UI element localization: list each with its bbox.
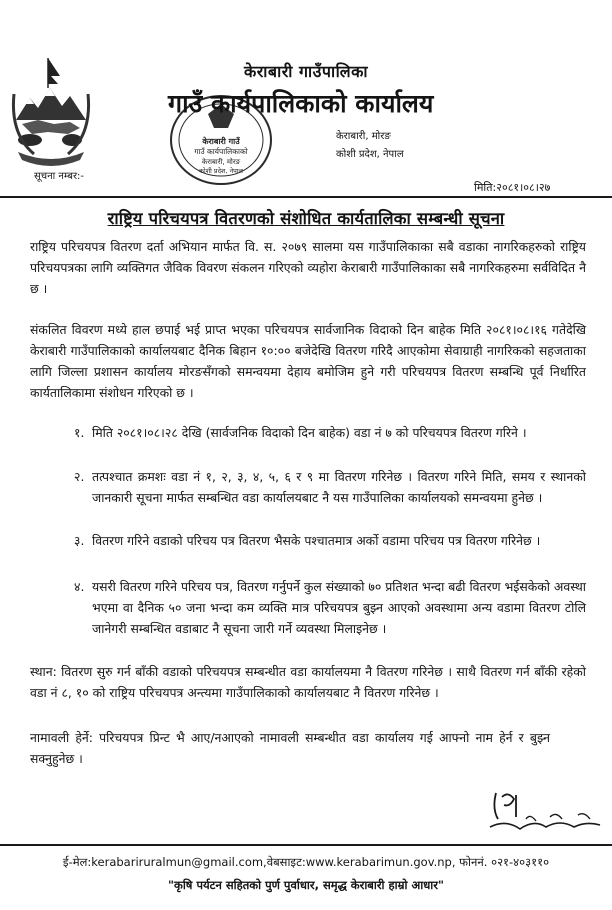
svg-text:केराबारी, मोरङ: केराबारी, मोरङ <box>201 158 241 166</box>
svg-text:कोशी प्रदेश, नेपाल: कोशी प्रदेश, नेपाल <box>199 167 243 175</box>
list-item-text: यसरी वितरण गरिने परिचय पत्र, वितरण गर्नुपर्ने कुल संख्याको ७० प्रतिशत भन्दा बढी वितरण भईसकेको अवस्था भएमा वा दैनिक ५० जना भन्दा कम व्यक्ति मात्र परिचयपत्र बुझ्न आएको अवस्थामा अन्य वडामा वितरण टोलि जानेगरी सम्बन्धित वडाबाट नै सूचना जारी गर्ने व्यवस्था मिलाइनेछ । <box>92 579 586 636</box>
distribution-location-paragraph: स्थान: वितरण सुरु गर्न बाँकी वडाको परिचयपत्र सम्बन्धीत वडा कार्यालयमा नै वितरण गरिनेछ । साथै वितरण गर्न बाँकी रहेको वडा नं ८, १० को राष्ट्रिय परिचयपत्र अन्त्यमा गाउँपालिकाको कार्यालयबाट नै वितरण गरिनेछ । <box>30 664 586 700</box>
list-item <box>74 530 586 551</box>
list-item <box>74 466 586 508</box>
list-item-text: मिति २०८१।०८।२८ देखि (सार्वजनिक विदाको दिन बाहेक) वडा नं ७ को परिचयपत्र वितरण गरिने । <box>92 425 527 440</box>
list-item-number: १. <box>74 425 85 440</box>
list-item-text: वितरण गरिने वडाको परिचय पत्र वितरण भैसके पश्चातमात्र अर्को वडामा परिचय पत्र वितरण गरिनेछ । <box>92 533 541 548</box>
footer-divider <box>0 844 612 846</box>
header-divider <box>0 196 612 198</box>
address-line-1: केराबारी, मोरङ <box>336 131 391 142</box>
issue-date: मिति:२०८१।०८।२७ <box>474 181 551 194</box>
list-item-text: तत्पश्चात क्रमशः वडा नं १, २, ३, ४, ५, ६ र ९ मा वितरण गरिनेछ । वितरण गरिने मिति, समय र स्थानको जानकारी सूचना मार्फत सम्बन्धित वडा कार्यालयबाट नै यस गाउँपालिका कार्यालयको समन्वयमा हुनेछ । <box>92 469 586 505</box>
list-item <box>74 576 586 639</box>
footer-slogan: "कृषि पर्यटन सहितको पुर्ण पुर्वाधार, समृद्ध केराबारी हाम्रो आधार" <box>168 878 444 892</box>
list-item-number: ३. <box>74 533 85 548</box>
footer-contact: ई-मेल:kerabariruralmun@gmail.com,वेबसाइट:www.kerabarimun.gov.np, फोननं. ०२१-४०३११० <box>62 855 550 869</box>
svg-text:गाउँ कार्यपालिकाको: गाउँ कार्यपालिकाको <box>194 147 248 156</box>
svg-text:केराबारी गाउँ: केराबारी गाउँ <box>202 137 240 146</box>
name-list-paragraph: नामावली हेर्ने: परिचयपत्र प्रिन्ट भै आए/नआएको नामावली सम्बन्धीत वडा कार्यालय गई आफ्नो नाम हेर्न र बुझ्न सक्नुहुनेछ । <box>30 730 550 766</box>
address-line-2: कोशी प्रदेश, नेपाल <box>336 149 404 160</box>
body-paragraph-1: राष्ट्रिय परिचयपत्र वितरण दर्ता अभियान मार्फत वि. स. २०७९ सालमा यस गाउँपालिकाका सबै वडाका नागरिकहरुको राष्ट्रिय परिचयपत्रका लागि व्यक्तिगत जैविक विवरण संकलन गरिएको व्यहोरा केराबारी गाउँपालिकाका सबै नागरिकहरुमा सर्वविदित नै छ । <box>30 239 586 296</box>
signature <box>486 789 604 839</box>
notice-title: राष्ट्रिय परिचयपत्र वितरणको संशोधित कार्यतालिका सम्बन्धी सूचना <box>107 209 505 228</box>
body-paragraph-2: संकलित विवरण मध्ये हाल छपाई भई प्राप्त भएका परिचयपत्र सार्वजानिक विदाको दिन बाहेक मिति २०८१।०८।१६ गतेदेखि केराबारी गाउँपालिकाको कार्यालयबाट दैनिक बिहान १०:०० बजेदेखि वितरण गरिदै आएकोमा सेवाग्राही नागरिकको सहजताका लागि जिल्ला प्रशासन कार्यालय मोरङसँगको समन्वयमा देहाय बमोजिम हुने गरी परिचयपत्र वितरण सम्बन्धि पूर्व निर्धारित कार्यतालिकामा संशोधन गरिएको छ । <box>30 322 586 400</box>
office-name: गाउँ कार्यपालिकाको कार्यालय <box>168 89 434 118</box>
notice-number-label: सूचना नम्बर:- <box>34 171 85 182</box>
list-item-number: ४. <box>74 579 85 594</box>
list-item-number: २. <box>74 469 85 484</box>
list-item <box>74 422 586 443</box>
municipality-name: केराबारी गाउँपालिका <box>243 62 369 81</box>
